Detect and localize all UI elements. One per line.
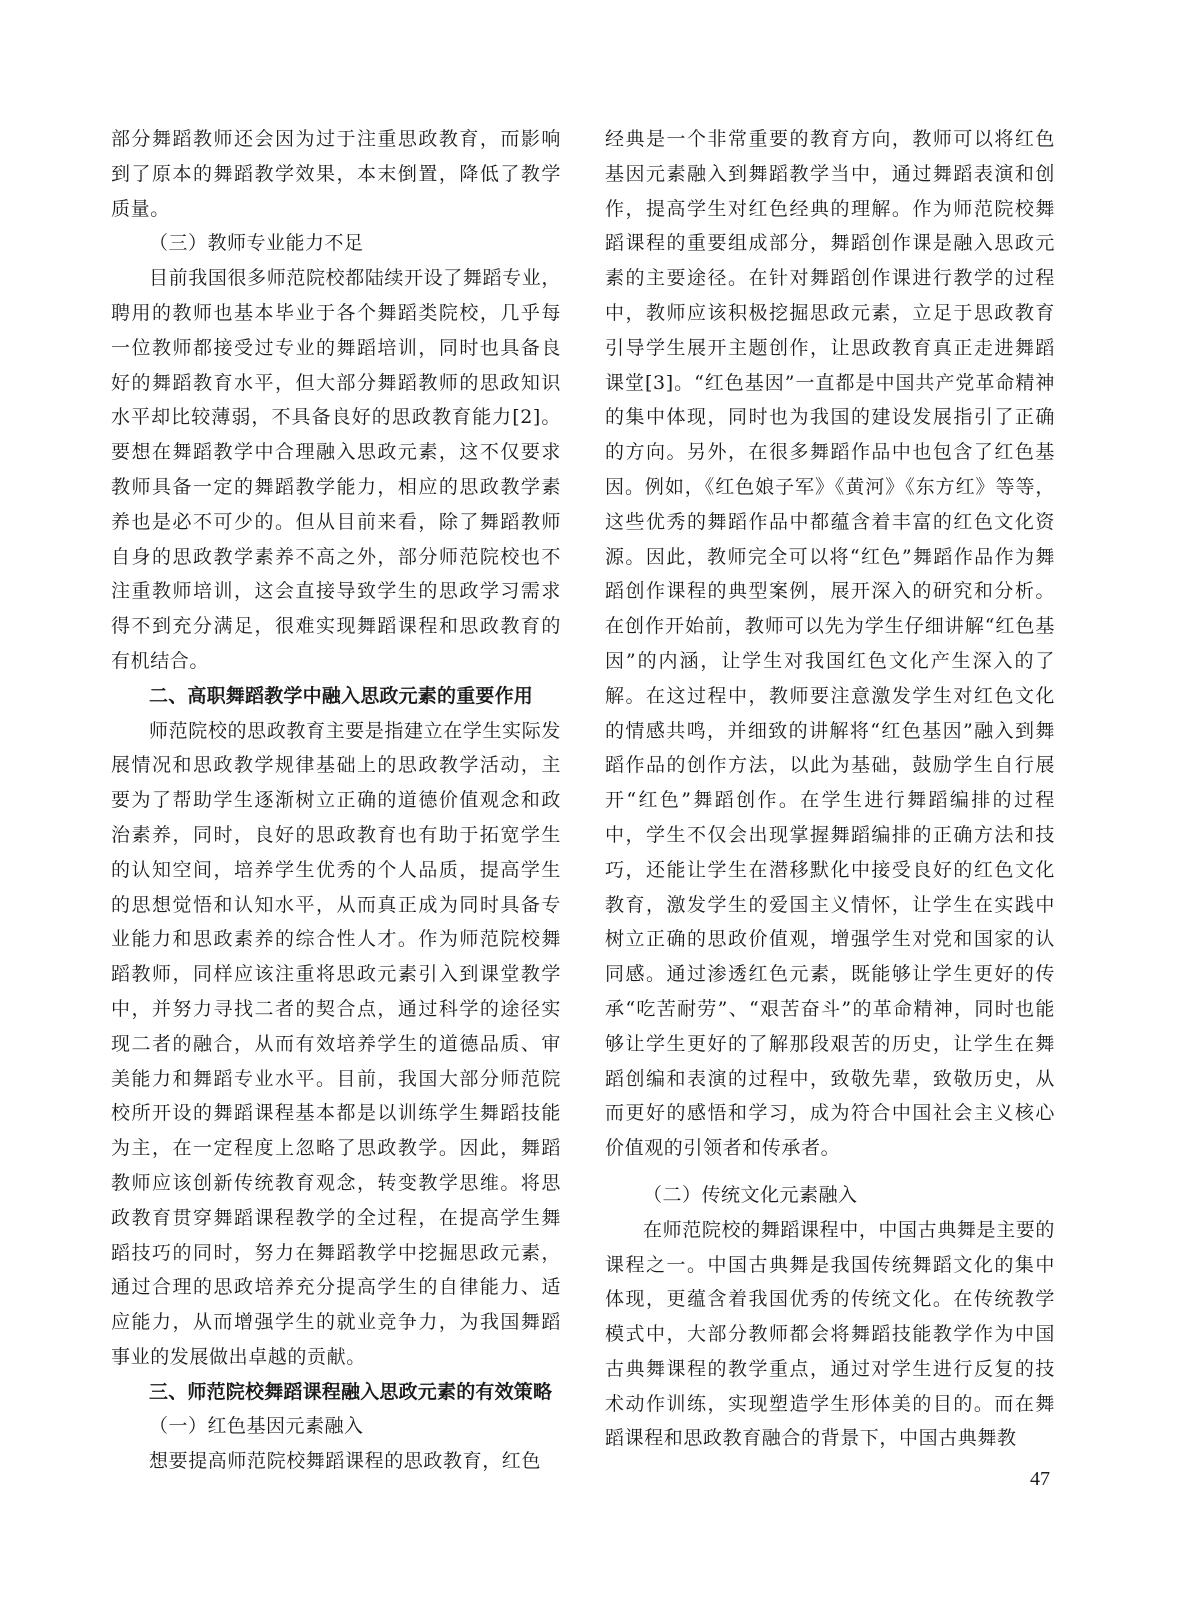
subheading-traditional-culture: （二）传统文化元素融入: [643, 1183, 858, 1206]
subheading-teacher-ability: （三）教师专业能力不足: [149, 232, 364, 255]
page-number: 47: [1030, 1468, 1050, 1490]
right-column: [605, 122, 1055, 1456]
section-heading-3: 三、师范院校舞蹈课程融入思政元素的有效策略: [149, 1380, 553, 1403]
left-column: [111, 122, 561, 1479]
paragraph-red-gene-continued: 经典是一个非常重要的教育方向，教师可以将红色基因元素融入到舞蹈教学当中，通过舞蹈表演和创作，提高学生对红色经典的理解。作为师范院校舞蹈课程的重要组成部分，舞蹈创作课是融入思政元素的主要途径。在针对舞蹈创作课进行教学的过程中，教师应该积极挖掘思政元素，立足于思政教育引导学生展开主题创作，让思政教育真正走进舞蹈课堂[3]。“红色基因”一直都是中国共产党革命精神的集中体现，同时也为我国的建设发展指引了正确的方向。另外，在很多舞蹈作品中也包含了红色基因。例如，《红色娘子军》《黄河》《东方红》等等，这些优秀的舞蹈作品中都蕴含着丰富的红色文化资源。因此，教师完全可以将“红色”舞蹈作品作为舞蹈创作课程的典型案例，展开深入的研究和分析。在创作开始前，教师可以先为学生仔细讲解“红色基因”的内涵，让学生对我国红色文化产生深入的了解。在这过程中，教师要注意激发学生对红色文化的情感共鸣，并细致的讲解将“红色基因”融入到舞蹈作品的创作方法，以此为基础，鼓励学生自行展开“红色”舞蹈创作。在学生进行舞蹈编排的过程中，学生不仅会出现掌握舞蹈编排的正确方法和技巧，还能让学生在潜移默化中接受良好的红色文化教育，激发学生的爱国主义情怀，让学生在实践中树立正确的思政价值观，增强学生对党和国家的认同感。通过渗透红色元素，既能够让学生更好的传承“吃苦耐劳”、“艰苦奋斗”的革命精神，同时也能够让学生更好的了解那段艰苦的历史，让学生在舞蹈创编和表演的过程中，致敬先辈，致敬历史，从而更好的感悟和学习，成为符合中国社会主义核心价值观的引领者和传承者。: [605, 128, 1055, 1160]
paragraph-teacher-ability: 目前我国很多师范院校都陆续开设了舞蹈专业，聘用的教师也基本毕业于各个舞蹈类院校，几乎每一位教师都接受过专业的舞蹈培训，同时也具备良好的舞蹈教育水平，但大部分舞蹈教师的思政知识水平却比较薄弱，不具备良好的思政教育能力[2]。要想在舞蹈教学中合理融入思政元素，这不仅要求教师具备一定的舞蹈教学能力，相应的思政教学素养也是必不可少的。但从目前来看，除了舞蹈教师自身的思政教学素养不高之外，部分师范院校也不注重教师培训，这会直接导致学生的思政学习需求得不到充分满足，很难实现舞蹈课程和思政教育的有机结合。: [111, 267, 561, 672]
subheading-red-gene: （一）红色基因元素融入: [149, 1415, 364, 1438]
paragraph-continued: 部分舞蹈教师还会因为过于注重思政教育，而影响到了原本的舞蹈教学效果，本末倒置，降低了教学质量。: [111, 128, 561, 220]
paragraph-red-gene-start: 想要提高师范院校舞蹈课程的思政教育，红色: [149, 1450, 542, 1473]
paragraph-section-2: 师范院校的思政教育主要是指建立在学生实际发展情况和思政教学规律基础上的思政教学活动，主要为了帮助学生逐渐树立正确的道德价值观念和政治素养，同时，良好的思政教育也有助于拓宽学生的认知空间，培养学生优秀的个人品质，提高学生的思想觉悟和认知水平，从而真正成为同时具备专业能力和思政素养的综合性人才。作为师范院校舞蹈教师，同样应该注重将思政元素引入到课堂教学中，并努力寻找二者的契合点，通过科学的途径实现二者的融合，从而有效培养学生的道德品质、审美能力和舞蹈专业水平。目前，我国大部分师范院校所开设的舞蹈课程基本都是以训练学生舞蹈技能为主，在一定程度上忽略了思政教学。因此，舞蹈教师应该创新传统教育观念，转变教学思维。将思政教育贯穿舞蹈课程教学的全过程，在提高学生舞蹈技巧的同时，努力在舞蹈教学中挖掘思政元素，通过合理的思政培养充分提高学生的自律能力、适应能力，从而增强学生的就业竞争力，为我国舞蹈事业的发展做出卓越的贡献。: [111, 719, 561, 1368]
paragraph-traditional-culture: 在师范院校的舞蹈课程中，中国古典舞是主要的课程之一。中国古典舞是我国传统舞蹈文化的集中体现，更蕴含着我国优秀的传统文化。在传统教学模式中，大部分教师都会将舞蹈技能教学作为中国古典舞课程的教学重点，通过对学生进行反复的技术动作训练，实现塑造学生形体美的目的。而在舞蹈课程和思政教育融合的背景下，中国古典舞教: [605, 1218, 1055, 1450]
section-heading-2: 二、高职舞蹈教学中融入思政元素的重要作用: [149, 684, 534, 707]
